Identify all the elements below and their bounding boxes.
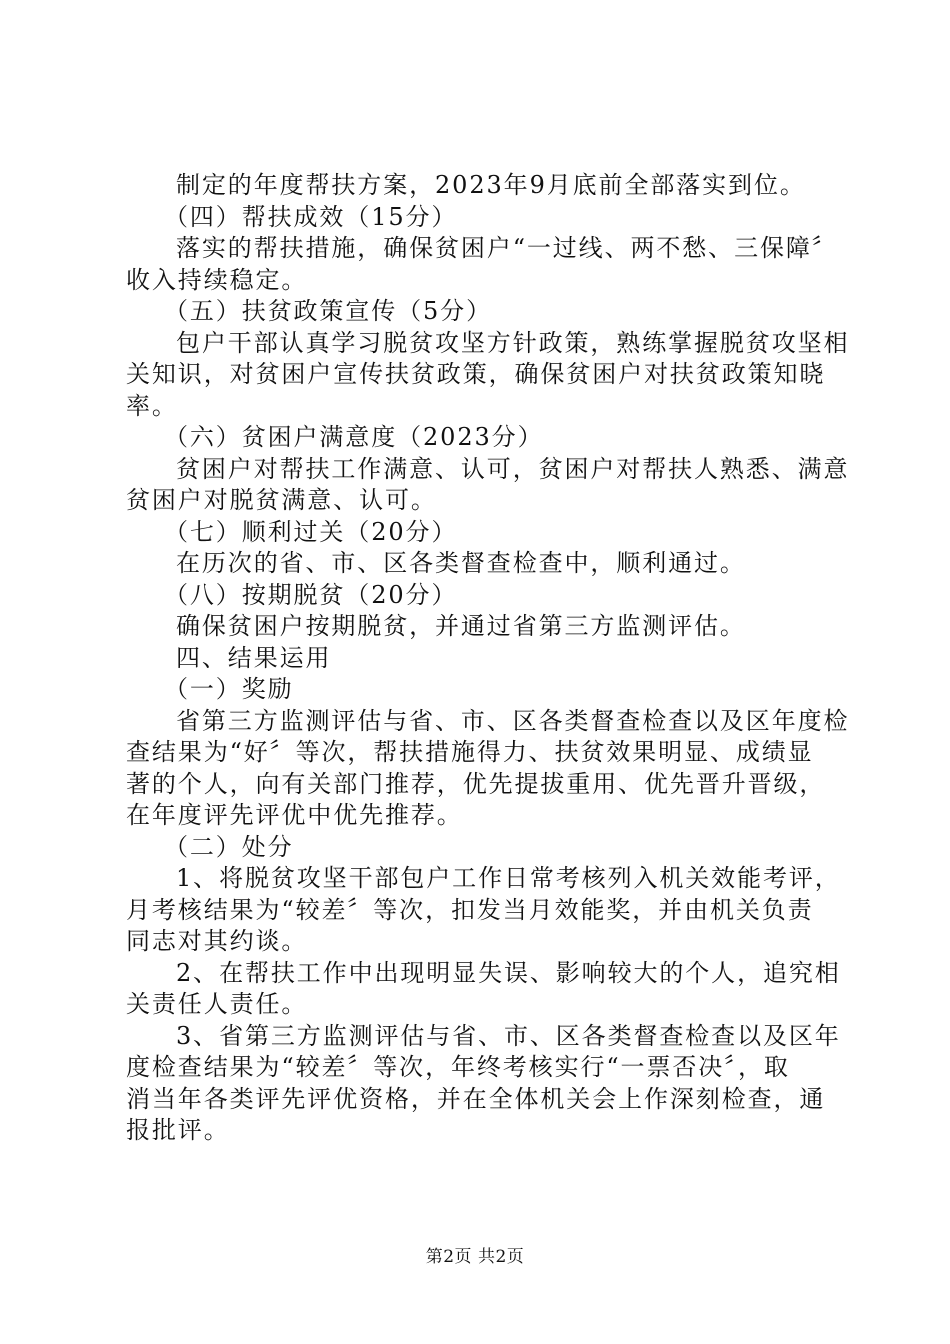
paragraph-line: 同志对其约谈。: [126, 927, 308, 955]
paragraph-line: 报批评。: [126, 1116, 230, 1144]
paragraph-line: 包户干部认真学习脱贫攻坚方针政策，熟练掌握脱贫攻坚相: [176, 328, 850, 357]
paragraph-line: 省第三方监测评估与省、市、区各类督查检查以及区年度检: [176, 706, 850, 735]
paragraph-line: 贫困户对脱贫满意、认可。: [126, 486, 437, 514]
section-heading-4: （四）帮扶成效（15分）: [164, 202, 458, 231]
paragraph-line: 收入持续稳定。: [126, 265, 308, 294]
paragraph-line: 2、在帮扶工作中出现明显失误、影响较大的个人，追究相: [176, 958, 841, 987]
paragraph-line: 度检查结果为“较差〞等次，年终考核实行“一票否决〞，取: [126, 1053, 790, 1081]
section-heading-7: （七）顺利过关（20分）: [164, 517, 458, 546]
paragraph-line: 确保贫困户按期脱贫，并通过省第三方监测评估。: [176, 612, 746, 640]
paragraph-line: 贫困户对帮扶工作满意、认可，贫困户对帮扶人熟悉、满意: [176, 454, 850, 483]
chapter-heading: 四、结果运用: [176, 643, 332, 672]
paragraph-line: 消当年各类评先评优资格，并在全体机关会上作深刻检查，通: [126, 1084, 826, 1113]
paragraph-line: 1、将脱贫攻坚干部包户工作日常考核列入机关效能考评，: [176, 864, 841, 892]
paragraph-line: 落实的帮扶措施，确保贫困户“一过线、两不愁、三保障〞: [176, 234, 838, 262]
section-heading-6: （六）贫困户满意度（2023分）: [164, 423, 544, 451]
document-body: [126, 170, 850, 1147]
paragraph-line: 3、省第三方监测评估与省、市、区各类督查检查以及区年: [176, 1021, 841, 1050]
subsection-heading-penalty: （二）处分: [164, 832, 294, 861]
paragraph-line: 查结果为“好〞等次，帮扶措施得力、扶贫效果明显、成绩显: [126, 738, 814, 766]
section-heading-8: （八）按期脱贫（20分）: [164, 580, 458, 609]
paragraph-line: 月考核结果为“较差〞等次，扣发当月效能奖，并由机关负责: [126, 895, 814, 924]
paragraph-line: 著的个人，向有关部门推荐，优先提拔重用、优先晋升晋级，: [126, 769, 826, 798]
paragraph-line: 关责任人责任。: [126, 990, 308, 1018]
paragraph-line: 在历次的省、市、区各类督查检查中，顺利通过。: [176, 549, 746, 577]
paragraph-line: 率。: [126, 391, 178, 420]
paragraph-line: 关知识，对贫困户宣传扶贫政策，确保贫困户对扶贫政策知晓: [126, 360, 826, 388]
paragraph-line: 制定的年度帮扶方案，2023年9月底前全部落实到位。: [176, 171, 806, 199]
section-heading-5: （五）扶贫政策宣传（5分）: [164, 297, 492, 325]
subsection-heading-reward: （一）奖励: [164, 675, 294, 703]
paragraph-line: 在年度评先评优中优先推荐。: [126, 801, 463, 829]
page-footer: 第2页 共2页: [425, 1247, 525, 1267]
